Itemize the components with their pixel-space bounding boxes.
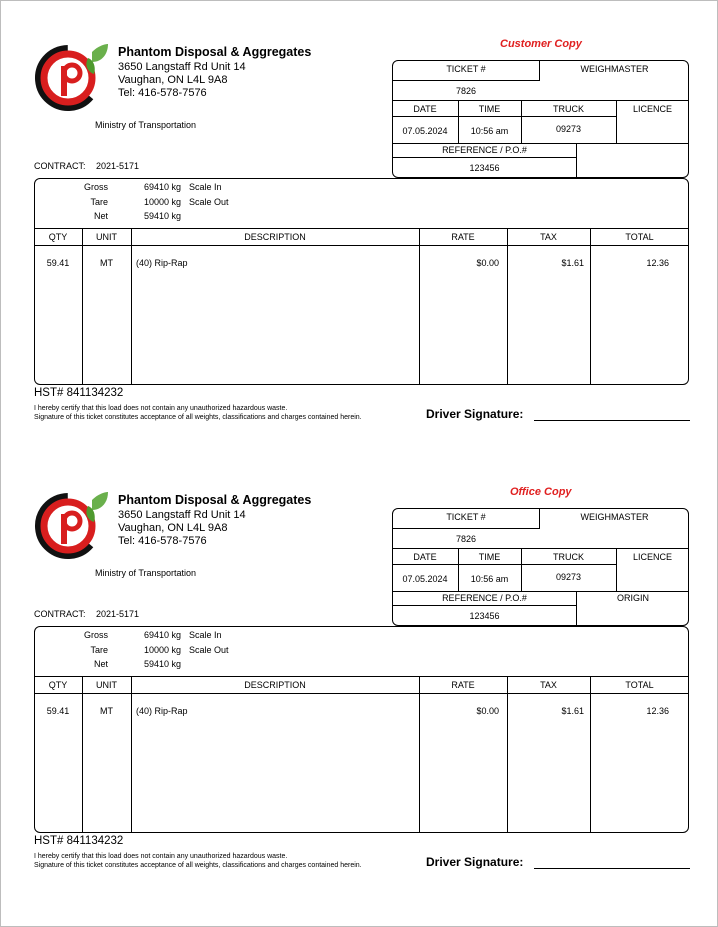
date-value: 07.05.2024: [402, 574, 448, 584]
driver-signature-line[interactable]: [534, 868, 690, 869]
weighmaster-label: WEIGHMASTER: [580, 512, 649, 522]
certification-line2: Signature of this ticket constitutes acceptance of all weights, classifications and charges contained herein.: [34, 862, 362, 869]
truck-label: TRUCK: [553, 104, 584, 114]
ticket-office-copy: [0, 448, 718, 888]
tax-header: TAX: [540, 232, 557, 242]
line-qty: 59.41: [46, 706, 70, 716]
line-total: 12.36: [646, 706, 669, 716]
time-value: 10:56 am: [470, 126, 509, 136]
gross-value: 69410 kg: [143, 630, 181, 640]
line-unit: MT: [100, 706, 113, 716]
net-value: 59410 kg: [143, 211, 181, 221]
line-unit: MT: [100, 258, 113, 268]
unit-header: UNIT: [96, 232, 117, 242]
certification-line1: I hereby certify that this load does not contain any unauthorized hazardous waste.: [34, 853, 288, 860]
line-qty: 59.41: [46, 258, 70, 268]
truck-value: 09273: [555, 124, 582, 134]
net-label: Net: [93, 211, 108, 221]
company-name: Phantom Disposal & Aggregates: [118, 45, 312, 59]
contract-label: CONTRACT:: [34, 609, 86, 619]
certification-line1: I hereby certify that this load does not contain any unauthorized hazardous waste.: [34, 405, 288, 412]
description-header: DESCRIPTION: [244, 232, 306, 242]
company-logo-icon: [34, 486, 110, 562]
qty-header: QTY: [48, 680, 68, 690]
ministry-label: Ministry of Transportation: [95, 568, 197, 578]
reference-value: 123456: [469, 163, 500, 173]
time-label: TIME: [478, 104, 501, 114]
line-tax: $1.61: [561, 706, 584, 716]
company-address-line2: Vaughan, ON L4L 9A8: [118, 74, 228, 86]
total-header: TOTAL: [625, 232, 654, 242]
line-description: (40) Rip-Rap: [136, 706, 188, 716]
truck-label: TRUCK: [553, 552, 584, 562]
ticket-number-label: TICKET #: [446, 64, 486, 74]
licence-label: LICENCE: [632, 552, 672, 562]
rate-header: RATE: [451, 232, 475, 242]
ticket-number-value: 7826: [455, 534, 477, 544]
gross-label: Gross: [83, 182, 108, 192]
scale-in-label: Scale In: [189, 630, 222, 640]
qty-header: QTY: [48, 232, 68, 242]
tare-label: Tare: [90, 645, 108, 655]
line-rate: $0.00: [476, 706, 499, 716]
company-address-line1: 3650 Langstaff Rd Unit 14: [118, 61, 246, 73]
total-header: TOTAL: [625, 680, 654, 690]
reference-label: REFERENCE / P.O.#: [442, 593, 527, 603]
reference-label: REFERENCE / P.O.#: [442, 145, 527, 155]
line-rate: $0.00: [476, 258, 499, 268]
date-value: 07.05.2024: [402, 126, 448, 136]
tare-value: 10000 kg: [143, 197, 181, 207]
contract-label: CONTRACT:: [34, 161, 86, 171]
ticket-header-grid: [392, 508, 689, 626]
ministry-label: Ministry of Transportation: [95, 120, 197, 130]
licence-label: LICENCE: [632, 104, 672, 114]
driver-signature-label: Driver Signature:: [426, 855, 524, 869]
date-label: DATE: [413, 552, 437, 562]
origin-label: ORIGIN: [616, 593, 649, 603]
contract-value: 2021-5171: [96, 609, 140, 619]
rate-header: RATE: [451, 680, 475, 690]
company-address-line2: Vaughan, ON L4L 9A8: [118, 522, 228, 534]
driver-signature-label: Driver Signature:: [426, 407, 524, 421]
copy-label: Customer Copy: [500, 38, 582, 50]
weighmaster-label: WEIGHMASTER: [580, 64, 649, 74]
truck-value: 09273: [555, 572, 582, 582]
net-value: 59410 kg: [143, 659, 181, 669]
company-phone: Tel: 416-578-7576: [118, 87, 207, 99]
driver-signature-line[interactable]: [534, 420, 690, 421]
copy-label: Office Copy: [510, 486, 572, 498]
tare-label: Tare: [90, 197, 108, 207]
tax-header: TAX: [540, 680, 557, 690]
net-label: Net: [93, 659, 108, 669]
unit-header: UNIT: [96, 680, 117, 690]
hst-number: HST# 841134232: [34, 387, 124, 399]
gross-label: Gross: [83, 630, 108, 640]
certification-line2: Signature of this ticket constitutes acceptance of all weights, classifications and charges contained herein.: [34, 414, 362, 421]
scale-in-label: Scale In: [189, 182, 222, 192]
reference-value: 123456: [469, 611, 500, 621]
ticket-number-value: 7826: [455, 86, 477, 96]
company-address-line1: 3650 Langstaff Rd Unit 14: [118, 509, 246, 521]
ticket-number-label: TICKET #: [446, 512, 486, 522]
line-total: 12.36: [646, 258, 669, 268]
time-label: TIME: [478, 552, 501, 562]
hst-number: HST# 841134232: [34, 835, 124, 847]
scale-out-label: Scale Out: [189, 645, 229, 655]
time-value: 10:56 am: [470, 574, 509, 584]
scale-out-label: Scale Out: [189, 197, 229, 207]
contract-value: 2021-5171: [96, 161, 140, 171]
ticket-header-grid: [392, 60, 689, 178]
date-label: DATE: [413, 104, 437, 114]
line-description: (40) Rip-Rap: [136, 258, 188, 268]
line-tax: $1.61: [561, 258, 584, 268]
gross-value: 69410 kg: [143, 182, 181, 192]
company-logo-icon: [34, 38, 110, 114]
company-name: Phantom Disposal & Aggregates: [118, 493, 312, 507]
description-header: DESCRIPTION: [244, 680, 306, 690]
company-phone: Tel: 416-578-7576: [118, 535, 207, 547]
ticket-customer-copy: [0, 0, 718, 440]
tare-value: 10000 kg: [143, 645, 181, 655]
